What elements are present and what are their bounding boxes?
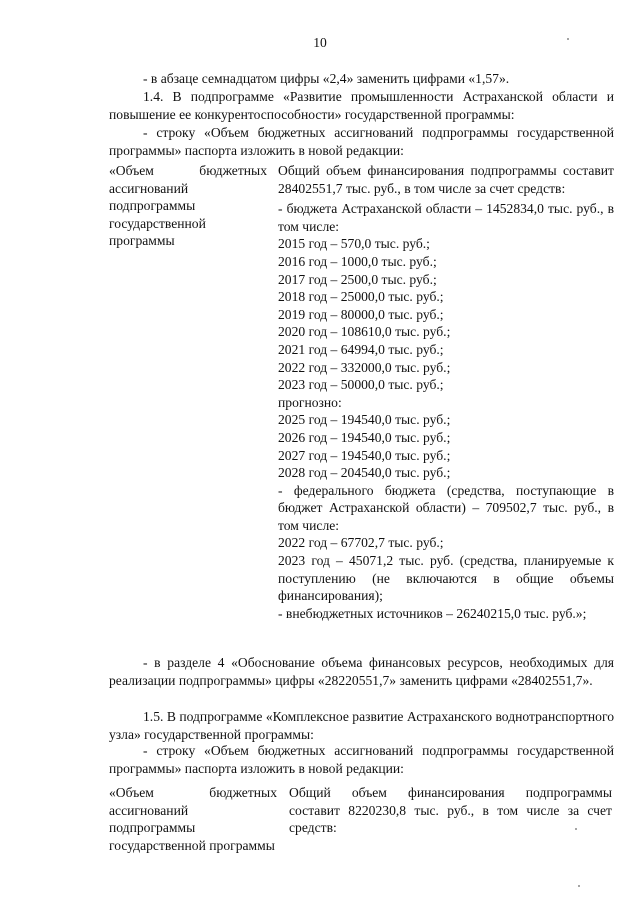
scan-speck <box>567 38 569 40</box>
table1-regional-year-2018: 2018 год – 25000,0 тыс. руб.; <box>278 289 444 305</box>
table1-federal-year-2023: 2023 год – 45071,2 тыс. руб. (средства, планируемые к поступлению (не включаются в общие объемы финансирования); <box>278 553 614 604</box>
paragraph-1-5-instruction: - строку «Объем бюджетных ассигнований подпрограммы государственной программы» паспорта изложить в новой редакции: <box>109 743 614 776</box>
passport-table-2 <box>109 784 614 853</box>
table2-right-cell <box>289 784 612 837</box>
table1-federal-budget: - федерального бюджета (средства, поступающие в бюджет Астраханской области) – 709502,7 тыс. руб., в том числе: <box>278 482 614 533</box>
table1-total-financing: Общий объем финансирования подпрограммы составит 28402551,7 тыс. руб., в том числе за счет средств: <box>278 163 614 196</box>
table1-regional-year-2021: 2021 год – 64994,0 тыс. руб.; <box>278 341 444 357</box>
scan-speck <box>575 828 577 830</box>
table1-regional-year-2023: 2023 год – 50000,0 тыс. руб.; <box>278 377 444 393</box>
table1-forecast-year-2027: 2027 год – 194540,0 тыс. руб.; <box>278 447 451 463</box>
scan-speck <box>578 885 580 887</box>
paragraph-1-4-instruction: - строку «Объем бюджетных ассигнований подпрограммы государственной программы» паспорта изложить в новой редакции: <box>109 125 614 158</box>
table2-total-financing: Общий объем финансирования подпрограммы составит 8220230,8 тыс. руб., в том числе за счет средств: <box>289 785 612 836</box>
table1-forecast-year-2025: 2025 год – 194540,0 тыс. руб.; <box>278 412 451 428</box>
table1-regional-year-2017: 2017 год – 2500,0 тыс. руб.; <box>278 271 437 287</box>
table1-forecast-year-2028: 2028 год – 204540,0 тыс. руб.; <box>278 465 451 481</box>
table1-forecast-label: прогнозно: <box>278 394 342 410</box>
table1-regional-year-2016: 2016 год – 1000,0 тыс. руб.; <box>278 253 437 269</box>
table1-regional-budget: - бюджета Астраханской области – 1452834,0 тыс. руб., в том числе: <box>278 201 614 234</box>
table1-forecast-year-2026: 2026 год – 194540,0 тыс. руб.; <box>278 429 451 445</box>
table1-left-cell: «Объем бюджетных ассигнований подпрограммы государственной программы <box>109 163 267 249</box>
table1-regional-year-2019: 2019 год – 80000,0 тыс. руб.; <box>278 306 444 322</box>
page-number: 10 <box>313 35 327 50</box>
table1-regional-year-2022: 2022 год – 332000,0 тыс. руб.; <box>278 359 451 375</box>
table1-regional-year-2020: 2020 год – 108610,0 тыс. руб.; <box>278 324 451 340</box>
table1-right-cell <box>278 162 614 622</box>
paragraph-section-4-change: - в разделе 4 «Обоснование объема финансовых ресурсов, необходимых для реализации подпрограммы» цифры «28220551,7» заменить цифрами «28402551,7». <box>109 655 614 688</box>
table1-federal-year-2022: 2022 год – 67702,7 тыс. руб.; <box>278 535 444 551</box>
table1-extrabudgetary: - внебюджетных источников – 26240215,0 тыс. руб.»; <box>278 605 587 621</box>
passport-table-1 <box>109 162 614 642</box>
paragraph-seventeenth-change: - в абзаце семнадцатом цифры «2,4» заменить цифрами «1,57». <box>143 71 510 86</box>
paragraph-1-5-heading: 1.5. В подпрограмме «Комплексное развитие Астраханского воднотранспортного узла» государственной программы: <box>109 709 614 742</box>
table1-regional-year-2015: 2015 год – 570,0 тыс. руб.; <box>278 236 430 252</box>
table2-left-cell: «Объем бюджетных ассигнований подпрограммы государственной программы <box>109 785 277 853</box>
paragraph-1-4-heading: 1.4. В подпрограмме «Развитие промышленности Астраханской области и повышение ее конкурентоспособности» государственной программы: <box>109 89 614 122</box>
